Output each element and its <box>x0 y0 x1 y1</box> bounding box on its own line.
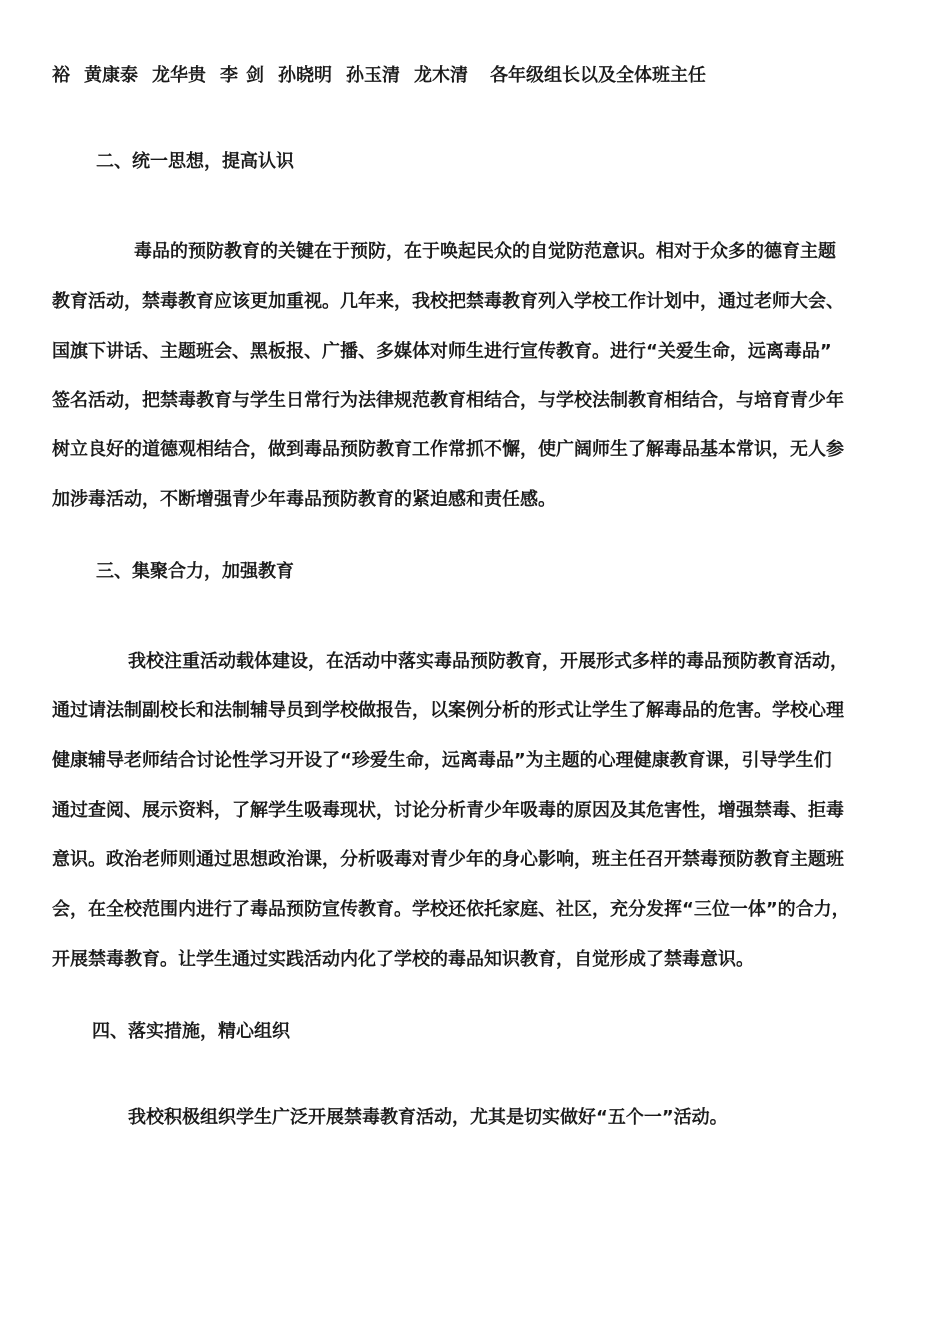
attendee-list <box>52 64 720 88</box>
paragraph-line: 加涉毒活动，不断增强青少年毒品预防教育的紧迫感和责任感。 <box>52 489 556 510</box>
paragraph-line: 意识。政治老师则通过思想政治课，分析吸毒对青少年的身心影响，班主任召开禁毒预防教育主题班 <box>52 849 844 870</box>
paragraph-line: 我校积极组织学生广泛开展禁毒教育活动，尤其是切实做好“五个一”活动。 <box>128 1107 728 1128</box>
paragraph-line: 教育活动，禁毒教育应该更加重视。几年来，我校把禁毒教育列入学校工作计划中，通过老师大会、 <box>52 291 844 312</box>
attendee-name: 孙晓明 <box>278 65 332 86</box>
paragraph-line: 会，在全校范围内进行了毒品预防宣传教育。学校还依托家庭、社区，充分发挥“三位一体”的合力， <box>52 899 850 920</box>
paragraph-line: 通过查阅、展示资料，了解学生吸毒现状，讨论分析青少年吸毒的原因及其危害性，增强禁毒、拒毒 <box>52 800 844 821</box>
paragraph-line: 毒品的预防教育的关键在于预防，在于唤起民众的自觉防范意识。相对于众多的德育主题 <box>134 241 836 262</box>
attendee-tail: 各年级组长以及全体班主任 <box>490 65 706 86</box>
attendee-name: 李 <box>220 65 238 86</box>
attendee-name: 剑 <box>246 65 264 86</box>
paragraph-line: 健康辅导老师结合讨论性学习开设了“珍爱生命，远离毒品”为主题的心理健康教育课，引导学生们 <box>52 750 832 771</box>
section-heading: 四、落实措施，精心组织 <box>92 1021 290 1042</box>
attendee-name: 裕 <box>52 65 70 86</box>
attendee-name: 龙华贵 <box>152 65 206 86</box>
paragraph-line: 开展禁毒教育。让学生通过实践活动内化了学校的毒品知识教育，自觉形成了禁毒意识。 <box>52 949 754 970</box>
paragraph-line: 树立良好的道德观相结合，做到毒品预防教育工作常抓不懈，使广阔师生了解毒品基本常识，无人参 <box>52 439 844 460</box>
paragraph-line: 通过请法制副校长和法制辅导员到学校做报告，以案例分析的形式让学生了解毒品的危害。学校心理 <box>52 700 844 721</box>
section-heading: 二、统一思想，提高认识 <box>96 151 294 172</box>
paragraph-line: 我校注重活动载体建设，在活动中落实毒品预防教育，开展形式多样的毒品预防教育活动， <box>128 651 848 672</box>
paragraph-line: 国旗下讲话、主题班会、黑板报、广播、多媒体对师生进行宣传教育。进行“关爱生命，远离毒品” <box>52 341 832 362</box>
attendee-name: 龙木清 <box>414 65 468 86</box>
paragraph-line: 签名活动，把禁毒教育与学生日常行为法律规范教育相结合，与学校法制教育相结合，与培育青少年 <box>52 390 844 411</box>
section-heading: 三、集聚合力，加强教育 <box>96 561 294 582</box>
attendee-name: 黄康泰 <box>84 65 138 86</box>
attendee-name: 孙玉清 <box>346 65 400 86</box>
